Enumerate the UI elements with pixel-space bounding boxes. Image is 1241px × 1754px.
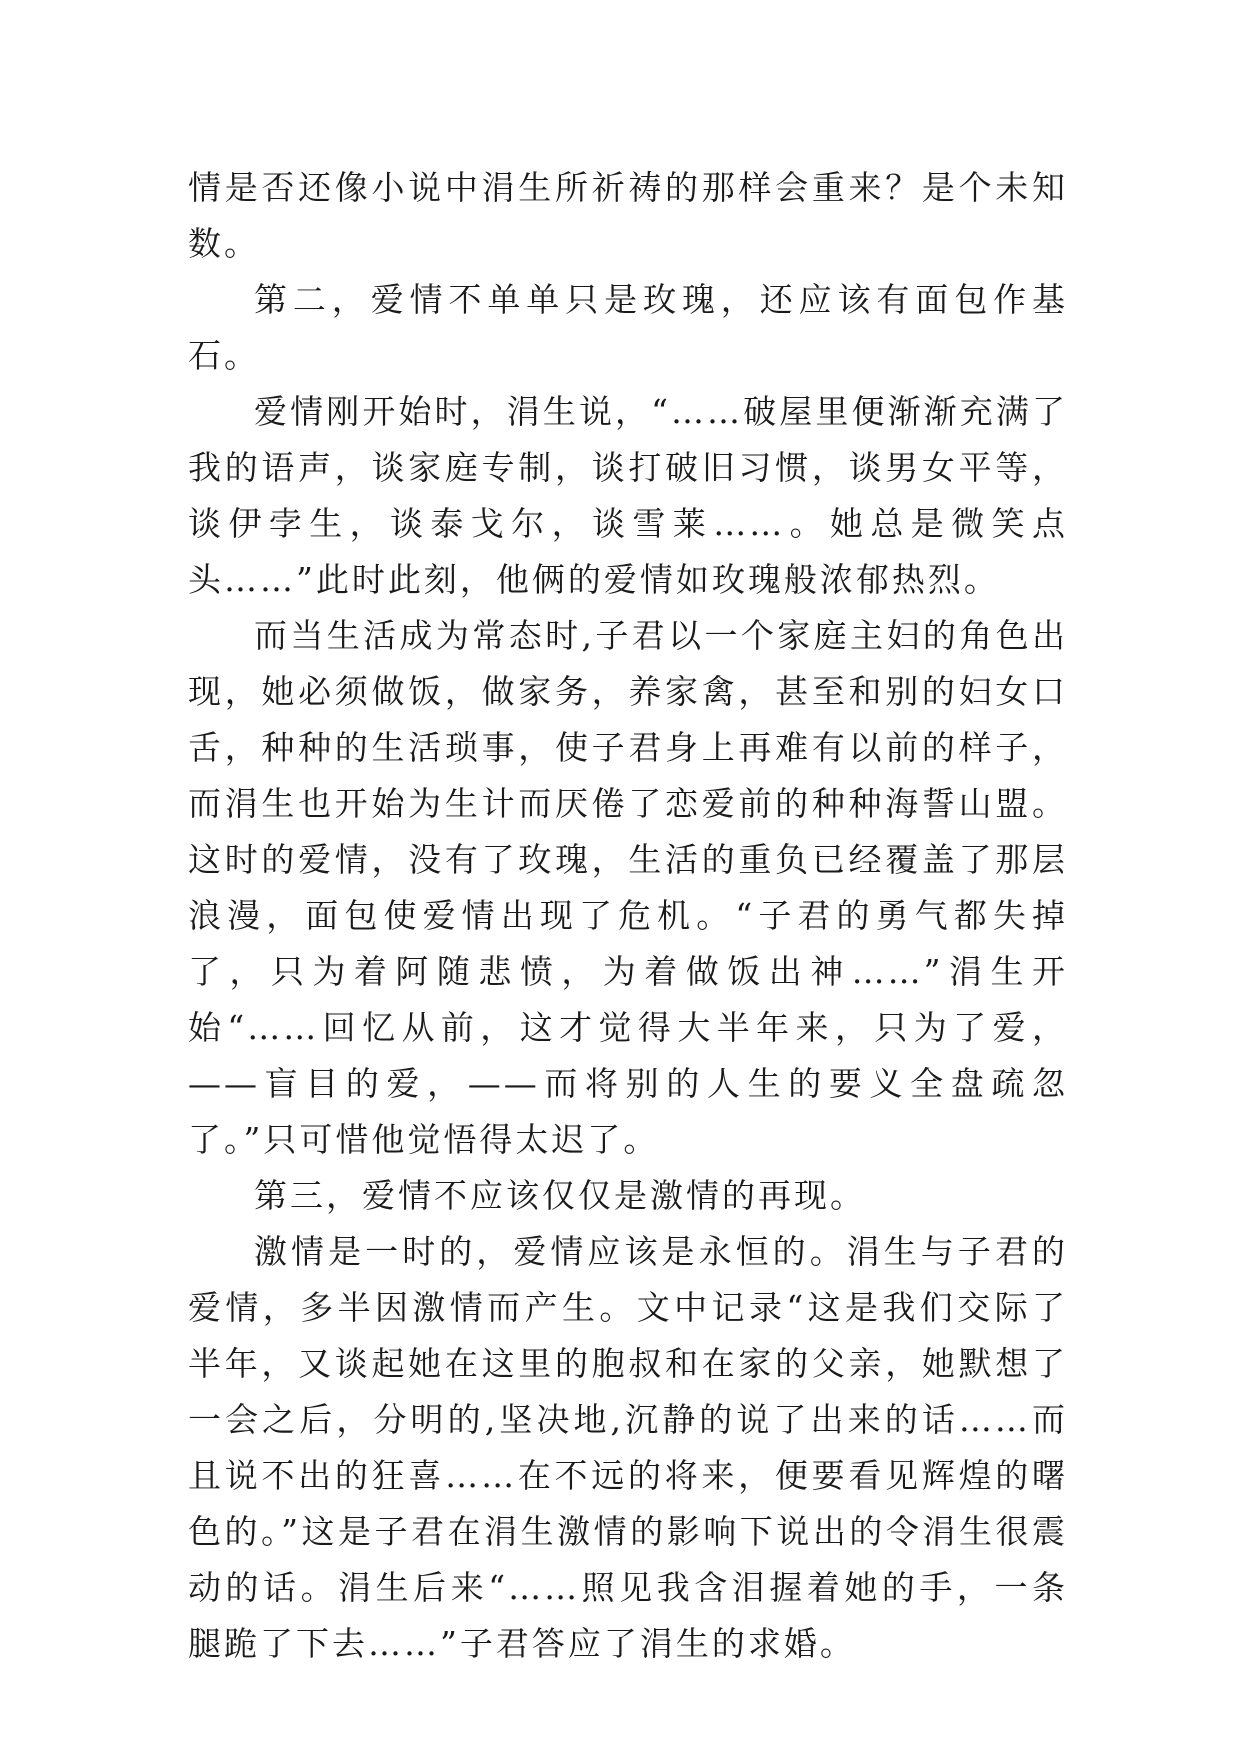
- paragraph-daily-life: 而当生活成为常态时,子君以一个家庭主妇的角色出现，她必须做饭，做家务，养家禽，甚至和别的妇女口舌，种种的生活琐事，使子君身上再难有以前的样子，而涓生也开始为生计而厌倦了恋爱前的种种海誓山盟。这时的爱情，没有了玫瑰，生活的重负已经覆盖了那层浪漫，面包使爱情出现了危机。“子君的勇气都失掉了，只为着阿随悲愤，为着做饭出神……”涓生开始“……回忆从前，这才觉得大半年来，只为了爱，——盲目的爱，——而将别的人生的要义全盘疏忽了。”只可惜他觉悟得太迟了。: [188, 616, 1068, 1159]
- paragraph-point-two-heading: 第二，爱情不单单只是玫瑰，还应该有面包作基石。: [188, 280, 1068, 375]
- paragraph-point-three-heading: 第三，爱情不应该仅仅是激情的再现。: [254, 1176, 866, 1215]
- paragraph-love-beginning: 爱情刚开始时，涓生说，“……破屋里便渐渐充满了我的语声，谈家庭专制，谈打破旧习惯，谈男女平等，谈伊孛生，谈泰戈尔，谈雪莱……。她总是微笑点头……”此时此刻，他俩的爱情如玫瑰般浓郁热烈。: [188, 392, 1068, 599]
- body-text: [188, 160, 1068, 1672]
- paragraph-passion: 激情是一时的，爱情应该是永恒的。涓生与子君的爱情，多半因激情而产生。文中记录“这是我们交际了半年，又谈起她在这里的胞叔和在家的父亲，她默想了一会之后，分明的,坚决地,沉静的说了出来的话……而且说不出的狂喜……在不远的将来，便要看见辉煌的曙色的。”这是子君在涓生激情的影响下说出的令涓生很震动的话。涓生后来“……照见我含泪握着她的手，一条腿跪了下去……”子君答应了涓生的求婚。: [188, 1232, 1068, 1663]
- paragraph-continuation: 情是否还像小说中涓生所祈祷的那样会重来？是个未知数。: [188, 168, 1068, 263]
